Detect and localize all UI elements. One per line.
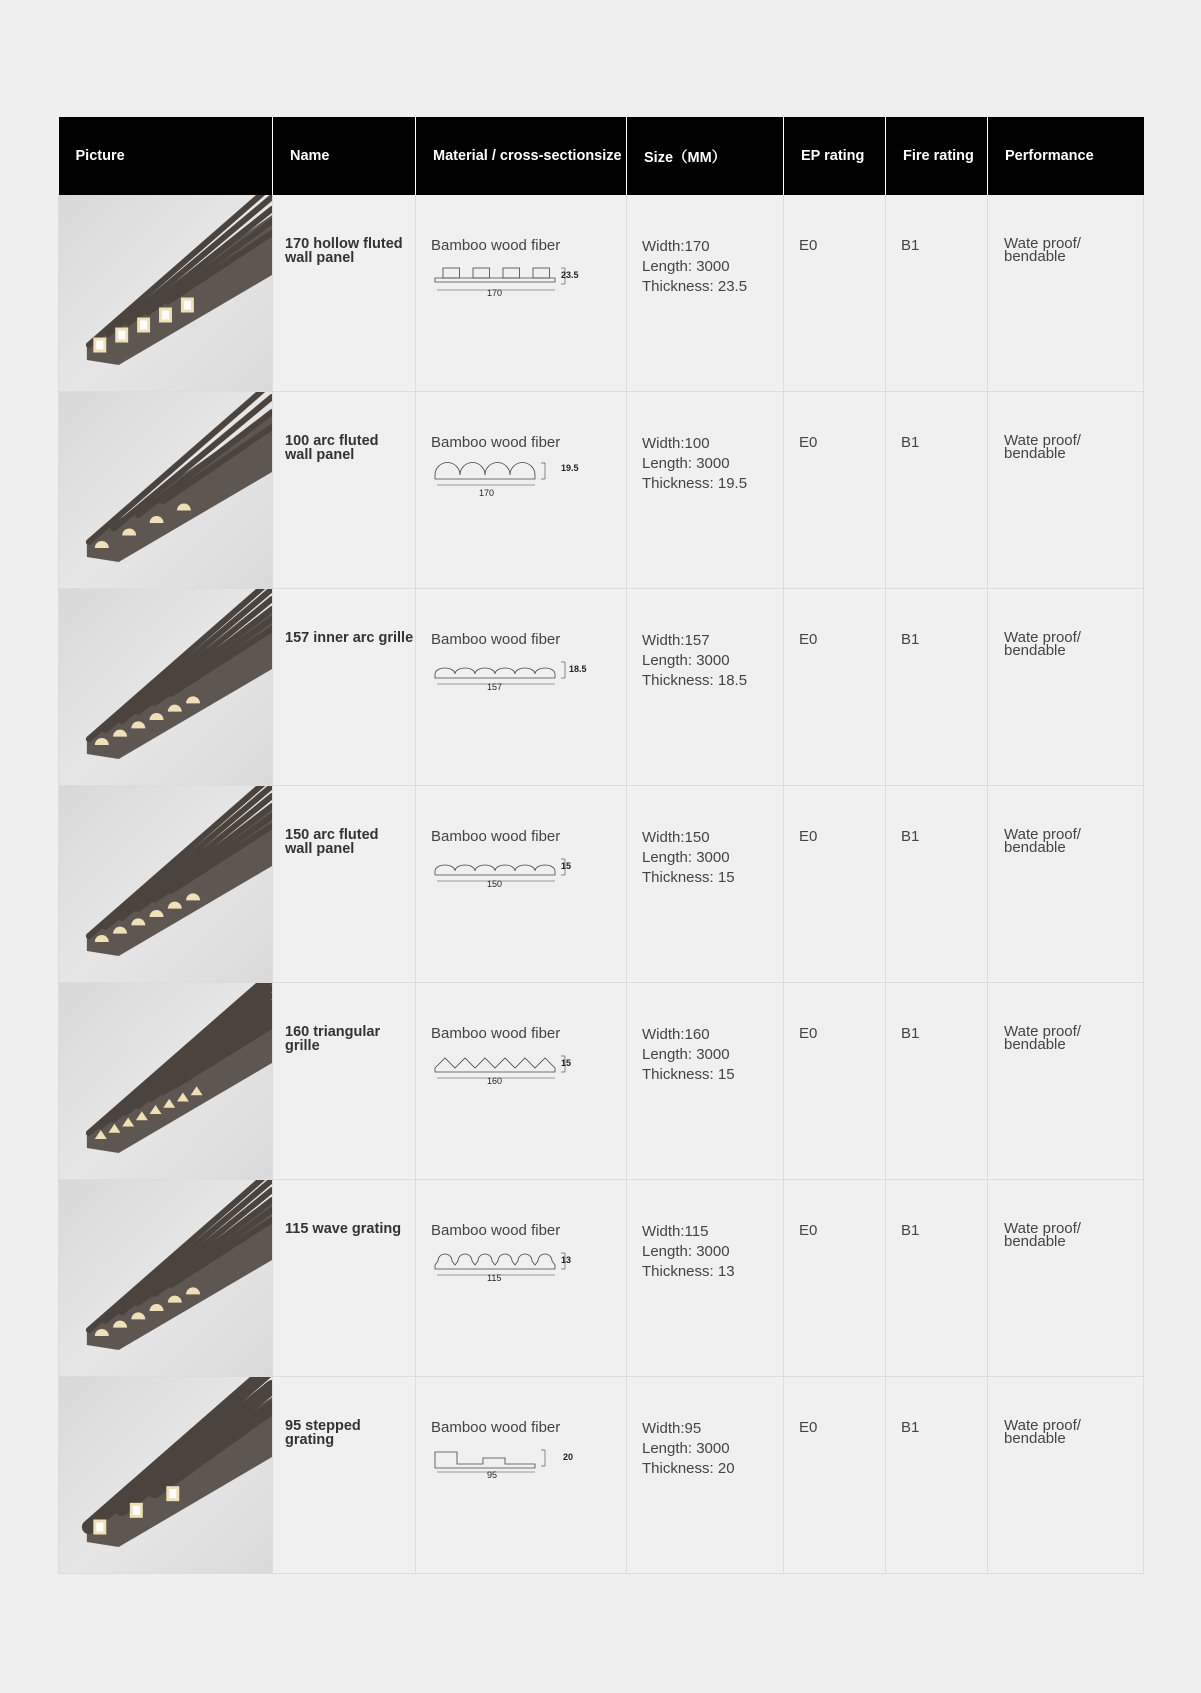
performance-line1: Wate proof/ [1004,432,1081,449]
size-thickness: Thickness: 23.5 [642,278,748,295]
ep-rating: E0 [799,631,818,648]
product-name-line1: 95 stepped [285,1418,361,1434]
product-name-line1: 160 triangular [285,1024,381,1040]
performance-cell [988,392,1144,589]
material-text: Bamboo wood fiber [431,631,561,648]
picture-cell [59,983,273,1180]
material-text: Bamboo wood fiber [431,828,561,845]
product-name-line1: 157 inner arc grille [285,630,414,646]
cross-section-diagram [431,459,601,499]
width-dimension: 170 [479,488,495,498]
size-length: Length: 3000 [642,258,730,275]
performance-text [988,589,1143,657]
size-cell [627,1377,784,1574]
ep-cell [784,983,886,1180]
fire-rating: B1 [901,434,920,451]
size-width: Width:170 [642,238,710,255]
table-row [59,1180,1144,1377]
size-length: Length: 3000 [642,652,730,669]
thickness-dimension: 18.5 [569,664,587,674]
product-name-line2: grating [285,1432,335,1448]
performance-cell [988,589,1144,786]
size-cell [627,195,784,392]
product-photo [59,786,272,982]
product-name-line1: 170 hollow fluted [285,236,403,252]
fire-cell [886,983,988,1180]
material-cell [416,1180,627,1377]
name-cell [273,392,416,589]
ep-cell [784,195,886,392]
width-dimension: 170 [487,288,503,298]
cross-section-diagram [431,656,601,696]
name-cell [273,1377,416,1574]
cross-section-diagram [431,262,601,302]
performance-line2: bendable [1004,248,1066,265]
name-cell [273,786,416,983]
material-text: Bamboo wood fiber [431,434,561,451]
fire-cell [886,195,988,392]
name-cell [273,589,416,786]
size-length: Length: 3000 [642,1243,730,1260]
product-photo [59,1377,272,1573]
performance-text [988,392,1143,460]
ep-cell [784,1377,886,1574]
product-name [273,1377,415,1447]
table-row [59,589,1144,786]
fire-cell [886,786,988,983]
table-header-row [59,117,1144,195]
width-dimension: 95 [487,1470,498,1480]
performance-line1: Wate proof/ [1004,235,1081,252]
material-cell [416,589,627,786]
product-photo [59,1180,272,1376]
performance-cell [988,786,1144,983]
performance-text [988,195,1143,263]
material-text: Bamboo wood fiber [431,237,561,254]
material-cell [416,195,627,392]
product-name [273,589,415,645]
fire-rating: B1 [901,631,920,648]
thickness-dimension: 15 [561,1058,572,1068]
performance-cell [988,1377,1144,1574]
size-cell [627,983,784,1180]
material-cell [416,392,627,589]
performance-text [988,786,1143,854]
width-dimension: 150 [487,879,503,889]
fire-rating: B1 [901,1222,920,1239]
name-cell [273,983,416,1180]
size-thickness: Thickness: 13 [642,1263,735,1280]
size-thickness: Thickness: 20 [642,1460,735,1477]
performance-line1: Wate proof/ [1004,1220,1081,1237]
table-row [59,392,1144,589]
fire-cell [886,589,988,786]
fire-cell [886,392,988,589]
performance-text [988,1377,1143,1445]
table-row [59,195,1144,392]
performance-line1: Wate proof/ [1004,629,1081,646]
header-material: Material / cross-sectionsize [416,117,627,195]
picture-cell [59,786,273,983]
width-dimension: 115 [487,1273,502,1283]
header-ep-rating: EP rating [784,117,886,195]
width-dimension: 157 [487,682,503,692]
performance-text [988,1180,1143,1248]
product-photo [59,589,272,785]
ep-rating: E0 [799,1222,818,1239]
material-text: Bamboo wood fiber [431,1419,561,1436]
size-width: Width:160 [642,1026,710,1043]
size-length: Length: 3000 [642,849,730,866]
size-thickness: Thickness: 15 [642,1066,735,1083]
product-spec-table [58,117,1144,1574]
material-cell [416,983,627,1180]
size-width: Width:115 [642,1223,709,1240]
picture-cell [59,589,273,786]
thickness-dimension: 15 [561,861,572,871]
picture-cell [59,1377,273,1574]
product-name [273,983,415,1053]
performance-cell [988,195,1144,392]
material-text: Bamboo wood fiber [431,1222,561,1239]
material-cell [416,1377,627,1574]
performance-line1: Wate proof/ [1004,1417,1081,1434]
performance-text [988,983,1143,1051]
name-cell [273,195,416,392]
header-name: Name [273,117,416,195]
performance-cell [988,1180,1144,1377]
size-length: Length: 3000 [642,455,730,472]
performance-line2: bendable [1004,642,1066,659]
product-name-line2: wall panel [285,447,355,463]
material-cell [416,786,627,983]
ep-rating: E0 [799,1419,818,1436]
product-name-line2: wall panel [285,250,355,266]
size-cell [627,392,784,589]
size-cell [627,1180,784,1377]
header-size: Size（MM） [627,117,784,195]
product-name [273,786,415,856]
picture-cell [59,392,273,589]
performance-line2: bendable [1004,1430,1066,1447]
performance-line1: Wate proof/ [1004,1023,1081,1040]
table-row [59,1377,1144,1574]
thickness-dimension: 23.5 [561,270,579,280]
product-name [273,392,415,462]
performance-line2: bendable [1004,1233,1066,1250]
ep-cell [784,392,886,589]
size-length: Length: 3000 [642,1046,730,1063]
product-photo [59,195,272,391]
material-text: Bamboo wood fiber [431,1025,561,1042]
ep-rating: E0 [799,1025,818,1042]
size-width: Width:100 [642,435,710,452]
ep-cell [784,1180,886,1377]
header-picture: Picture [59,117,273,195]
product-name [273,195,415,265]
size-length: Length: 3000 [642,1440,730,1457]
fire-rating: B1 [901,1419,920,1436]
product-name-line1: 150 arc fluted [285,827,379,843]
size-width: Width:157 [642,632,710,649]
fire-cell [886,1377,988,1574]
fire-rating: B1 [901,237,920,254]
header-performance: Performance [988,117,1144,195]
size-cell [627,589,784,786]
performance-cell [988,983,1144,1180]
cross-section-diagram [431,1050,601,1090]
table-row [59,983,1144,1180]
cross-section-diagram [431,1444,601,1484]
product-photo [59,392,272,588]
ep-cell [784,589,886,786]
size-thickness: Thickness: 18.5 [642,672,748,689]
product-name-line1: 115 wave grating [285,1221,402,1237]
size-width: Width:150 [642,829,710,846]
thickness-dimension: 13 [561,1255,572,1265]
thickness-dimension: 20 [563,1452,574,1462]
header-fire-rating: Fire rating [886,117,988,195]
name-cell [273,1180,416,1377]
performance-line2: bendable [1004,445,1066,462]
product-name-line1: 100 arc fluted [285,433,379,449]
product-name-line2: wall panel [285,841,355,857]
size-cell [627,786,784,983]
table-row [59,786,1144,983]
ep-rating: E0 [799,828,818,845]
width-dimension: 160 [487,1076,503,1086]
product-name [273,1180,415,1236]
fire-rating: B1 [901,1025,920,1042]
performance-line2: bendable [1004,839,1066,856]
fire-rating: B1 [901,828,920,845]
size-thickness: Thickness: 15 [642,869,735,886]
cross-section-diagram [431,1247,601,1287]
ep-rating: E0 [799,237,818,254]
picture-cell [59,195,273,392]
product-photo [59,983,272,1179]
performance-line1: Wate proof/ [1004,826,1081,843]
ep-cell [784,786,886,983]
cross-section-diagram [431,853,601,893]
performance-line2: bendable [1004,1036,1066,1053]
picture-cell [59,1180,273,1377]
size-width: Width:95 [642,1420,702,1437]
size-thickness: Thickness: 19.5 [642,475,748,492]
product-name-line2: grille [285,1038,320,1054]
ep-rating: E0 [799,434,818,451]
thickness-dimension: 19.5 [561,463,579,473]
fire-cell [886,1180,988,1377]
